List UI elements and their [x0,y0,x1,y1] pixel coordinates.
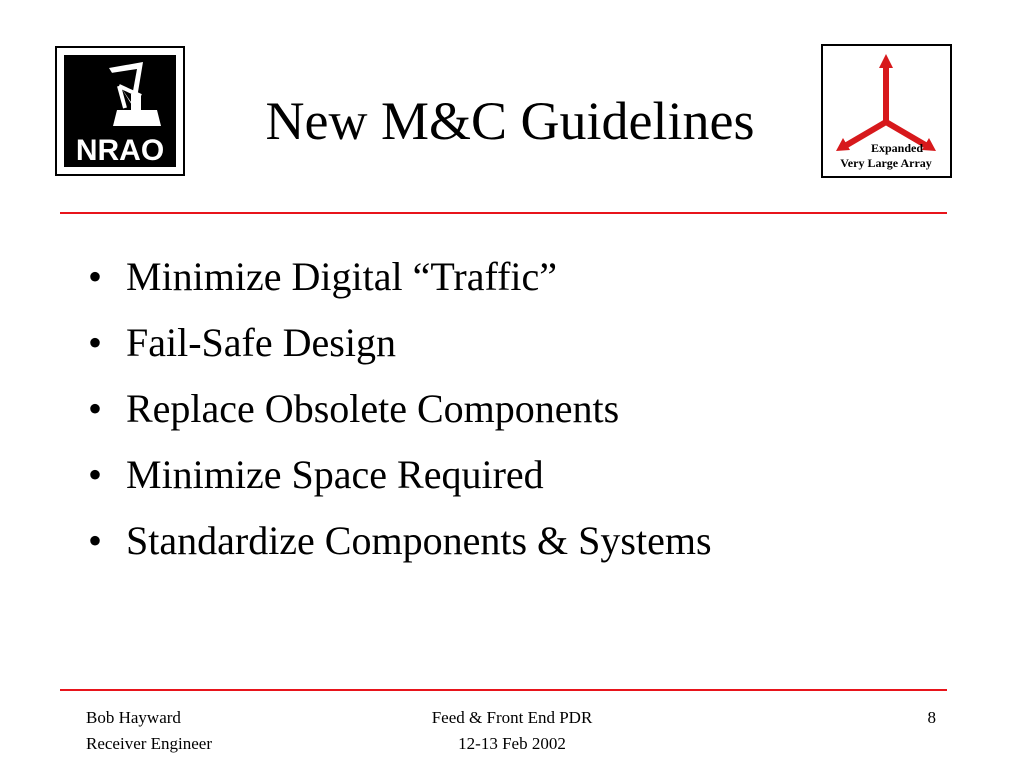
bullet-icon: • [88,518,103,563]
footer-event: Feed & Front End PDR [431,708,593,727]
nrao-logo [55,46,185,176]
bullet-text: Standardize Components & Systems [126,518,712,563]
bullet-item [88,376,712,442]
nrao-logo-graphic [57,48,183,174]
footer-author-block [86,705,212,757]
bullet-text: Replace Obsolete Components [126,386,620,431]
evla-logo [821,44,952,178]
bullet-icon: • [88,386,103,431]
footer-author: Bob Hayward [86,708,181,727]
bullet-text: Fail-Safe Design [126,320,396,365]
footer-dates: 12-13 Feb 2002 [458,734,566,753]
title-divider [60,212,947,214]
bullet-text: Minimize Digital “Traffic” [126,254,558,299]
nrao-logo-text: NRAO [75,134,165,167]
bullet-text: Minimize Space Required [126,452,544,497]
bullet-item [88,508,712,574]
bullet-icon: • [88,254,103,299]
page-number: 8 [927,708,936,727]
footer-event-block [400,705,624,757]
slide-title: New M&C Guidelines [265,91,755,151]
bullet-icon: • [88,320,103,365]
evla-arrows-icon [836,54,936,151]
footer-role: Receiver Engineer [86,734,213,753]
evla-logo-graphic [823,46,950,176]
evla-line-1: Expanded [870,141,923,155]
bullet-item [88,442,712,508]
evla-line-2: Very Large Array [840,156,932,170]
footer-divider [60,689,947,691]
bullet-list [88,244,712,574]
bullet-item [88,310,712,376]
bullet-icon: • [88,452,103,497]
bullet-item [88,244,712,310]
